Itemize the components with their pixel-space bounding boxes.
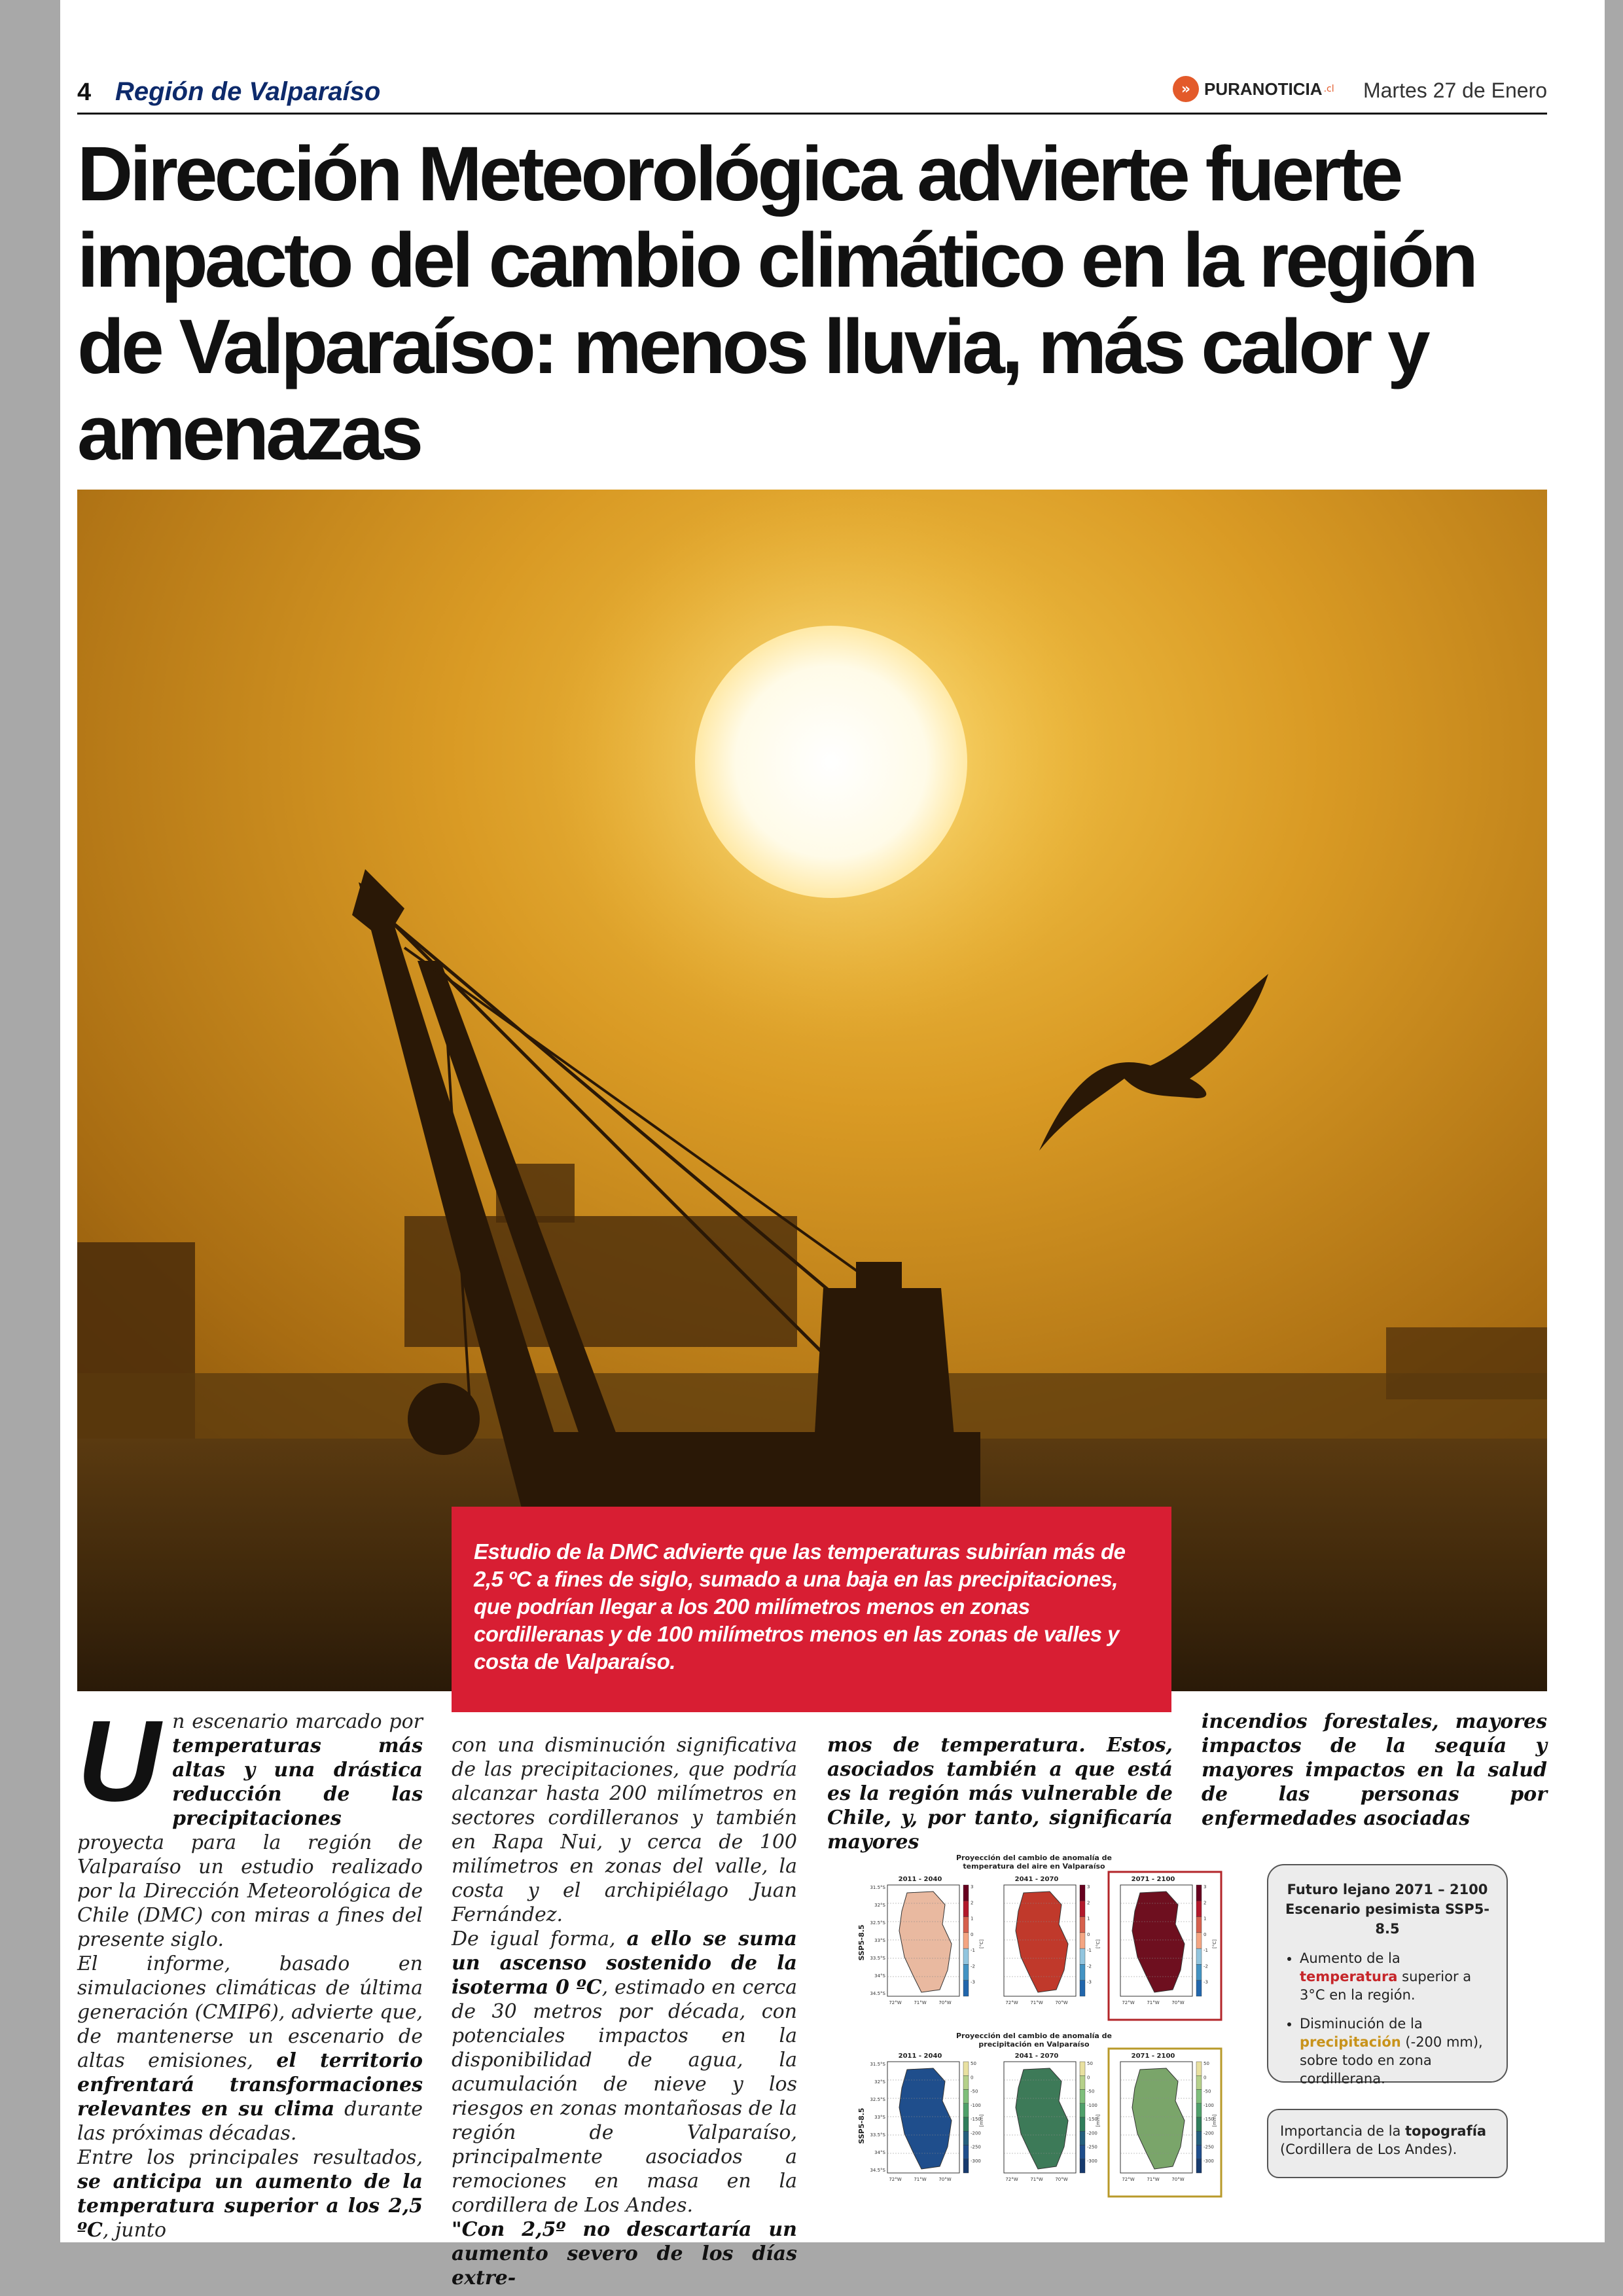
temp-colorbar-cell	[1080, 1964, 1085, 1980]
precip-colorbar-cell	[963, 2104, 969, 2117]
projection-maps	[857, 1851, 1250, 2198]
precip-colorbar-label: -100	[1204, 2102, 1214, 2108]
temp-colorbar-label: 0	[971, 1931, 974, 1937]
precip-figure-title-2: precipitación en Valparaíso	[978, 2040, 1090, 2049]
precip-colorbar-cell	[1196, 2062, 1202, 2075]
precip-colorbar-label: -150	[1204, 2117, 1214, 2122]
brand-name: PURANOTICIA	[1204, 79, 1323, 99]
temp-colorbar-label: 3	[1087, 1884, 1090, 1890]
header-divider	[77, 113, 1547, 115]
temp-colorbar-label: 3	[971, 1884, 974, 1890]
temp-unit-label: [°C]	[1096, 1939, 1101, 1948]
temp-colorbar-cell	[963, 1981, 969, 1996]
infobox-title-2: Escenario pesimista SSP5-8.5	[1285, 1901, 1490, 1937]
temp-colorbar-cell	[1080, 1933, 1085, 1948]
temp-lat-tick: 33.5°S	[870, 1956, 885, 1961]
article-column-1	[77, 1697, 423, 2242]
chevrons-icon: »	[1173, 76, 1199, 102]
article-column-3	[827, 1733, 1173, 1854]
temp-colorbar-label: 0	[1204, 1931, 1207, 1937]
precip-colorbar-label: -250	[971, 2144, 981, 2150]
temp-lon-tick: 71°W	[914, 2000, 927, 2005]
precip-colorbar-cell	[1196, 2159, 1202, 2173]
temp-scenario-label: SSP5-8.5	[857, 1924, 866, 1961]
precip-colorbar-label: 0	[1204, 2075, 1207, 2081]
temp-colorbar-cell	[1196, 1933, 1202, 1948]
precip-colorbar-label: -250	[1204, 2144, 1214, 2150]
precip-lon-tick: 70°W	[938, 2177, 952, 2182]
precip-colorbar-label: -100	[1087, 2102, 1097, 2108]
topography-note: Importancia de la topografía (Cordillera de Los Andes).	[1267, 2109, 1508, 2178]
infobox-list	[1283, 1949, 1492, 2088]
precip-colorbar-cell	[1196, 2075, 1202, 2089]
temp-colorbar-cell	[1196, 1885, 1202, 1901]
page-header	[77, 73, 1547, 111]
precip-colorbar-label: 50	[971, 2061, 976, 2066]
temp-colorbar-cell	[963, 1948, 969, 1964]
temp-panel-2	[1004, 1876, 1101, 2005]
page-number: 4	[77, 79, 92, 106]
precip-colorbar-label: -50	[1087, 2089, 1095, 2094]
infobox-title-1: Futuro lejano 2071 – 2100	[1287, 1882, 1488, 1897]
temperature-panels	[870, 1872, 1221, 2020]
precip-colorbar-label: 50	[1087, 2061, 1093, 2066]
precip-colorbar-cell	[1080, 2062, 1085, 2075]
precip-colorbar-label: -150	[1087, 2117, 1097, 2122]
precip-period-label: 2071 - 2100	[1131, 2053, 1175, 2060]
temp-colorbar-cell	[1080, 1981, 1085, 1996]
column-2-paragraph-1: con una disminución significativa de las precipitaciones, que podría alcanzar hasta 200 milímetros en sectores cordilleranos y también en Rapa Nui, y cerca de 100 milímetros en zonas del valle, la costa y el archipiélago Juan Fernández.	[452, 1734, 797, 1926]
temp-colorbar-cell	[1196, 1948, 1202, 1964]
precip-lat-tick: 33.5°S	[870, 2132, 885, 2138]
precip-colorbar-cell	[1196, 2131, 1202, 2145]
temp-colorbar-label: 1	[1204, 1916, 1207, 1922]
issue-date: Martes 27 de Enero	[1363, 79, 1547, 102]
temp-colorbar-label: -2	[971, 1964, 975, 1969]
temp-lat-tick: 34°S	[874, 1973, 885, 1979]
temp-lat-tick: 32.5°S	[870, 1920, 885, 1926]
temp-colorbar-cell	[963, 1917, 969, 1933]
precip-lat-tick: 32°S	[874, 2079, 885, 2085]
precip-lon-tick: 70°W	[1171, 2177, 1185, 2182]
temp-figure-title-2: temperatura del aire en Valparaíso	[963, 1862, 1105, 1871]
precip-colorbar-label: -300	[1204, 2158, 1214, 2164]
temp-period-label: 2011 - 2040	[898, 1876, 942, 1883]
precip-period-label: 2011 - 2040	[898, 2053, 942, 2060]
precip-colorbar-label: -200	[1204, 2130, 1214, 2136]
temp-colorbar-cell	[1080, 1901, 1085, 1916]
precip-colorbar-label: -200	[971, 2130, 981, 2136]
precip-lon-tick: 72°W	[889, 2177, 902, 2182]
temp-unit-label: [°C]	[979, 1939, 984, 1948]
column-1-paragraph-3: Entre los principales resultados, se anticipa un aumento de la temperatura superior a los 2,5 ºC, junto	[77, 2146, 423, 2242]
precip-lat-tick: 32.5°S	[870, 2097, 885, 2102]
temp-colorbar-cell	[1080, 1885, 1085, 1901]
temp-lon-tick: 70°W	[938, 2000, 952, 2005]
temp-colorbar-cell	[1196, 1917, 1202, 1933]
precip-lat-tick: 33°S	[874, 2115, 885, 2120]
precip-lon-tick: 70°W	[1055, 2177, 1068, 2182]
temp-colorbar-cell	[1196, 1981, 1202, 1996]
precip-colorbar-cell	[963, 2131, 969, 2145]
precip-colorbar-cell	[1080, 2145, 1085, 2159]
precip-colorbar-label: -200	[1087, 2130, 1097, 2136]
brand-tld: .cl	[1323, 84, 1334, 94]
temp-colorbar-label: -2	[1087, 1964, 1092, 1969]
temp-colorbar-label: 1	[1087, 1916, 1090, 1922]
temp-colorbar-label: 1	[971, 1916, 974, 1922]
temp-colorbar-cell	[963, 1933, 969, 1948]
climate-projection-figure	[857, 1851, 1250, 2198]
precip-colorbar-cell	[1080, 2075, 1085, 2089]
temp-colorbar-label: -3	[1087, 1979, 1092, 1985]
precip-colorbar-label: -250	[1087, 2144, 1097, 2150]
temp-colorbar-label: -3	[971, 1979, 975, 1985]
temp-lon-tick: 72°W	[1005, 2000, 1018, 2005]
precip-figure-title-1: Proyección del cambio de anomalía de	[955, 2032, 1113, 2040]
temp-colorbar-label: -3	[1204, 1979, 1208, 1985]
precip-colorbar-label: -150	[971, 2117, 981, 2122]
temp-figure-title-1: Proyección del cambio de anomalía de	[955, 1854, 1113, 1862]
brand-logo[interactable]	[1173, 76, 1334, 102]
column-4-paragraph-1: incendios forestales, mayores impactos de la sequía y mayores impactos en la salud de las personas por enfermedades asociadas	[1202, 1710, 1547, 1830]
far-future-infobox	[1267, 1864, 1508, 2087]
precip-lon-tick: 72°W	[1122, 2177, 1135, 2182]
section-title: Región de Valparaíso	[115, 77, 381, 106]
temp-colorbar-cell	[963, 1901, 969, 1916]
precip-lon-tick: 71°W	[1147, 2177, 1160, 2182]
temp-lat-tick: 33°S	[874, 1938, 885, 1943]
temp-colorbar-label: -1	[971, 1948, 975, 1954]
temp-colorbar-cell	[1080, 1948, 1085, 1964]
precip-colorbar-label: -100	[971, 2102, 981, 2108]
precip-colorbar-label: 50	[1204, 2061, 1209, 2066]
precip-panel-1	[870, 2053, 984, 2182]
precip-colorbar-cell	[963, 2159, 969, 2173]
precip-colorbar-cell	[1080, 2090, 1085, 2104]
precip-colorbar-cell	[1080, 2117, 1085, 2131]
precip-panel-3	[1109, 2049, 1221, 2197]
temp-colorbar-cell	[963, 1964, 969, 1980]
temp-lon-tick: 72°W	[889, 2000, 902, 2005]
temp-lon-tick: 71°W	[1030, 2000, 1043, 2005]
precip-colorbar-cell	[1196, 2090, 1202, 2104]
precip-colorbar-cell	[1080, 2159, 1085, 2173]
temp-colorbar-label: -1	[1204, 1948, 1208, 1954]
column-2-paragraph-2: De igual forma, a ello se suma un ascenso sostenido de la isoterma 0 ºC, estimado en cerca de 30 metros por década, con potenciales impactos en la disponibilidad de agua, la acumulación de nieve y los riesgos en zonas montañosas de la región de Valparaíso, principalmente asociados a remociones en masa en la cordillera de Los Andes.	[452, 1928, 797, 2217]
precip-panel-2	[1004, 2053, 1101, 2182]
precip-lon-tick: 71°W	[1030, 2177, 1043, 2182]
temp-period-label: 2071 - 2100	[1131, 1876, 1175, 1883]
temp-lat-tick: 32°S	[874, 1903, 885, 1908]
temp-colorbar-cell	[1080, 1917, 1085, 1933]
temp-colorbar-cell	[963, 1885, 969, 1901]
temp-colorbar-label: 2	[1087, 1900, 1090, 1906]
precip-colorbar-label: -50	[971, 2089, 978, 2094]
precip-colorbar-cell	[1196, 2104, 1202, 2117]
column-1-paragraph-2: El informe, basado en simulaciones climáticas de última generación (CMIP6), advierte que, de mantenerse un escenario de altas emisiones, el territorio enfrentará transformaciones relevantes en su clima durante las próximas décadas.	[77, 1952, 423, 2145]
precip-unit-label: [mm]	[1212, 2114, 1217, 2127]
temp-colorbar-label: 0	[1087, 1931, 1090, 1937]
temp-lat-tick: 31.5°S	[870, 1885, 885, 1890]
temp-colorbar-cell	[1196, 1901, 1202, 1916]
precip-colorbar-cell	[963, 2145, 969, 2159]
temp-panel-1	[870, 1876, 984, 2005]
precip-colorbar-cell	[963, 2090, 969, 2104]
column-1-paragraph-1: n escenario marcado por temperaturas más altas y una drástica reducción de las precipitaciones proyecta para la región de Valparaíso un estudio realizado por la Dirección Meteorológica de Chile (DMC) con miras a fines del presente siglo.	[77, 1710, 423, 1951]
temp-lon-tick: 71°W	[1147, 2000, 1160, 2005]
temp-panel-3	[1109, 1872, 1221, 2020]
precip-lat-tick: 34.5°S	[870, 2168, 885, 2173]
precip-colorbar-cell	[1196, 2117, 1202, 2131]
temp-colorbar-cell	[1196, 1964, 1202, 1980]
precip-colorbar-cell	[1080, 2104, 1085, 2117]
article-column-4	[1202, 1710, 1547, 1831]
precip-lat-tick: 34°S	[874, 2150, 885, 2155]
photo-caption: Estudio de la DMC advierte que las temperaturas subirían más de 2,5 ºC a fines de siglo, sumado a una baja en las precipitaciones, que podrían llegar a los 200 milímetros menos en zonas cordilleranas y de 100 milímetros menos en las zonas de valles y costa de Valparaíso.	[452, 1507, 1171, 1712]
infobox-item-temperature: • Aumento de la temperatura superior a 3°C en la región.	[1300, 1949, 1492, 2004]
precip-colorbar-label: -300	[1087, 2158, 1097, 2164]
precip-lon-tick: 71°W	[914, 2177, 927, 2182]
precip-colorbar-label: 0	[1087, 2075, 1090, 2081]
precip-colorbar-cell	[963, 2117, 969, 2131]
column-2-paragraph-3: "Con 2,5º no descartaría un aumento severo de los días extre-	[452, 2218, 797, 2289]
column-3-paragraph-1: mos de temperatura. Estos, asociados también a que está es la región más vulnerable de Chile, y, por tanto, significaría mayores	[827, 1734, 1173, 1854]
article-headline: Dirección Meteorológica advierte fuerte impacto del cambio climático en la región de Valparaíso: menos lluvia, más calor y amenazas	[77, 131, 1475, 476]
precip-colorbar-cell	[963, 2075, 969, 2089]
article-column-2	[452, 1733, 797, 2290]
precip-unit-label: [mm]	[979, 2114, 984, 2127]
temp-lon-tick: 70°W	[1055, 2000, 1068, 2005]
precip-scenario-label: SSP5-8.5	[857, 2108, 866, 2144]
temp-colorbar-label: -2	[1204, 1964, 1208, 1969]
precip-colorbar-cell	[963, 2062, 969, 2075]
precip-unit-label: [mm]	[1096, 2114, 1101, 2127]
precip-colorbar-label: 0	[971, 2075, 974, 2081]
temp-lat-tick: 34.5°S	[870, 1991, 885, 1996]
precip-lat-tick: 31.5°S	[870, 2062, 885, 2067]
precipitation-panels	[870, 2049, 1221, 2197]
precip-colorbar-label: -300	[971, 2158, 981, 2164]
precip-colorbar-cell	[1080, 2131, 1085, 2145]
sun	[695, 626, 967, 898]
temp-lon-tick: 70°W	[1171, 2000, 1185, 2005]
temp-lon-tick: 72°W	[1122, 2000, 1135, 2005]
precip-colorbar-cell	[1196, 2145, 1202, 2159]
temp-colorbar-label: 3	[1204, 1884, 1207, 1890]
precip-colorbar-label: -50	[1204, 2089, 1211, 2094]
precip-period-label: 2041 - 2070	[1014, 2053, 1059, 2060]
temp-period-label: 2041 - 2070	[1014, 1876, 1059, 1883]
temp-unit-label: [°C]	[1212, 1939, 1217, 1948]
drop-cap: U	[77, 1697, 161, 1825]
infobox-item-precipitation: • Disminución de la precipitación (-200 mm), sobre todo en zona cordillerana.	[1300, 2015, 1492, 2088]
temp-colorbar-label: -1	[1087, 1948, 1092, 1954]
temp-colorbar-label: 2	[1204, 1900, 1207, 1906]
precip-lon-tick: 72°W	[1005, 2177, 1018, 2182]
temp-colorbar-label: 2	[971, 1900, 974, 1906]
